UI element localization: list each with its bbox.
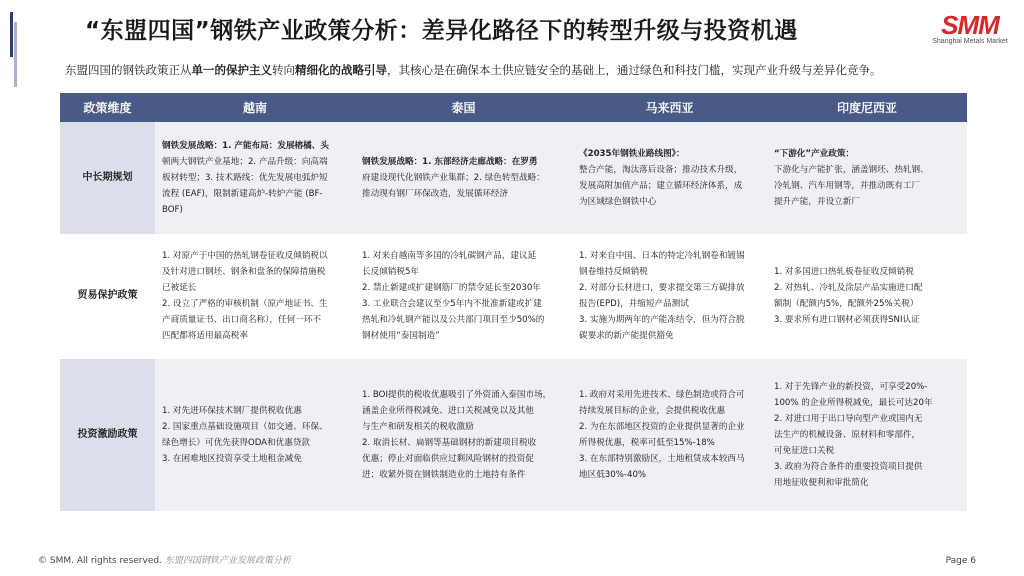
cell-text-line: 报告(EPD)，并缩短产品测试 (579, 299, 689, 309)
header-indonesia: 印度尼西亚 (767, 93, 967, 122)
cell-text-line: 1. 政府对采用先进技术、绿色制造或符合可 (579, 389, 745, 400)
table-row-investment-incentive-policy (60, 358, 967, 511)
logo-subtext: Shanghai Metals Market (932, 38, 1008, 45)
cell-malaysia (572, 234, 767, 358)
header-vietnam: 越南 (155, 93, 355, 122)
cell-text-line: 1. 对来自越南等多国的冷轧碳钢产品，建议延 (362, 251, 537, 261)
cell-thailand (355, 358, 572, 511)
cell-text-line: 钢材使用“泰国制造” (362, 331, 440, 341)
policy-table (60, 93, 967, 512)
subtitle-emphasis: 精细化的战略引导 (295, 63, 387, 77)
smm-logo (930, 12, 1010, 45)
table-row-trade-protection-policy (60, 234, 967, 358)
accent-bar-dark (10, 12, 13, 57)
cell-text-line: 钢铁发展战略：1. 产能布局：发展榕橘、头 (162, 140, 329, 151)
row-dimension-label: 投资激励政策 (60, 358, 155, 511)
cell-text-line: 碳要求的新产能提供豁免 (579, 331, 674, 341)
cell-text-line: 2. 对部分长材进口，要求提交第三方碳排放 (579, 283, 745, 293)
footer (38, 553, 291, 566)
cell-text-line: 绿色增长）可优先获得ODA和优惠贷款 (162, 437, 311, 448)
cell-text-line: 3. 实施为期两年的产能冻结令，但为符合脱 (579, 315, 745, 325)
cell-text-line: 2. 为在东部地区投资的企业提供显著的企业 (579, 421, 745, 432)
cell-text-line: 已被延长 (162, 283, 197, 293)
cell-text-line: 整合产能，淘汰落后设备；推动技术升级， (579, 164, 743, 175)
cell-text-line: 钢铁发展战略：1. 东部经济走廊战略：在罗勇 (362, 156, 538, 167)
cell-text-line: 府建设现代化钢铁产业集群；2. 绿色转型战略： (362, 172, 545, 183)
cell-text-line: 板材转型；3. 技术路线：优先发展电弧炉短 (162, 172, 328, 183)
cell-text-line: BOF) (162, 204, 183, 215)
cell-text-line: 进；收紧外资在钢铁制造业的土地持有条件 (362, 469, 526, 480)
subtitle-emphasis: 单一的保护主义 (191, 63, 272, 77)
cell-text-line: 2. 设立了严格的审核机制（原产地证书、生 (162, 299, 328, 309)
cell-text-line: 2. 禁止新建或扩建钢筋厂的禁令延长至2030年 (362, 283, 541, 293)
cell-text-line: 优惠；停止对面临供应过剩风险钢材的投资促 (362, 453, 534, 464)
copyright-text: © SMM. All rights reserved. (38, 556, 162, 566)
cell-vietnam (155, 234, 355, 358)
subtitle-part: 东盟四国的钢铁政策正从 (65, 63, 192, 77)
cell-text-line: 1. 对多国进口热轧板卷征收反倾销税 (774, 267, 914, 277)
cell-text-line: 1. 对来自中国、日本的特定冷轧钢卷和镀锡 (579, 251, 745, 261)
cell-text-line: 提升产能，并设立新厂 (774, 196, 860, 207)
document-name: 东盟四国钢铁产业发展政策分析 (164, 556, 291, 566)
cell-malaysia (572, 122, 767, 234)
cell-thailand (355, 122, 572, 234)
cell-text-line: 及针对进口钢坯、钢条和盘条的保障措施税 (162, 267, 326, 277)
cell-indonesia (767, 122, 967, 234)
cell-text-line: 额制（配额内5%，配额外25%关税） (774, 299, 919, 309)
cell-text-line: 3. 在东部特别激励区，土地租赁成本较西马 (579, 453, 745, 464)
header-malaysia: 马来西亚 (572, 93, 767, 122)
cell-text-line: 钢卷维持反倾销税 (579, 267, 648, 277)
cell-text-line: 3. 在困难地区投资享受土地租金减免 (162, 453, 302, 464)
cell-text-line: 涵盖企业所得税减免、进口关税减免以及其他 (362, 405, 534, 416)
cell-text-line: 《2035年钢铁业路线图》： (579, 148, 685, 159)
cell-text-line: 2. 对热轧、冷轧及涂层产品实施进口配 (774, 283, 923, 293)
cell-malaysia (572, 358, 767, 511)
cell-text-line: 发展高附加值产品；建立循环经济体系，成 (579, 180, 743, 191)
cell-indonesia (767, 358, 967, 511)
cell-text-line: 1. BOI提供的税收优惠吸引了外资涌入泰国市场， (362, 389, 552, 400)
row-dimension-label: 贸易保护政策 (60, 234, 155, 358)
cell-text-line: 1. 对于先锋产业的新投资，可享受20%- (774, 381, 928, 392)
cell-text-line: 100% 的企业所得税减免，最长可达20年 (774, 397, 933, 408)
cell-vietnam (155, 122, 355, 234)
cell-text-line: “下游化”产业政策： (774, 148, 855, 159)
cell-text-line: 产商质量证书、出口商名称），任何一环不 (162, 315, 321, 325)
page-title: “东盟四国”钢铁产业政策分析：差异化路径下的转型升级与投资机遇 (85, 18, 798, 44)
header-policy-dimension: 政策维度 (60, 93, 155, 122)
accent-bar-light (14, 22, 17, 87)
cell-text-line: 3. 政府为符合条件的重要投资项目提供 (774, 461, 923, 472)
cell-text-line: 法生产的机械设备、原材料和零部件， (774, 429, 921, 440)
cell-text-line: 可免征进口关税 (774, 445, 835, 456)
title-accent-bars (10, 12, 18, 87)
cell-text-line: 地区低30%-40% (579, 469, 647, 480)
cell-text-line: 冷轧钢、汽车用钢等，并推动既有工厂 (774, 180, 921, 191)
cell-indonesia (767, 234, 967, 358)
cell-text-line: 所得税优惠，税率可低至15%-18% (579, 437, 715, 448)
cell-text-line: 匹配都将适用最高税率 (162, 331, 248, 341)
cell-text-line: 2. 取消长材、扁钢等基础钢材的新建项目税收 (362, 437, 537, 448)
cell-text-line: 顿两大钢铁产业基地；2. 产品升级：向高端 (162, 156, 328, 167)
cell-text-line: 与生产和研发相关的税收激励 (362, 421, 474, 432)
cell-text-line: 长反倾销税5年 (362, 267, 420, 277)
row-dimension-label: 中长期规划 (60, 122, 155, 234)
cell-text-line: 2. 国家重点基础设施项目（如交通、环保、 (162, 421, 328, 432)
table-header-row (60, 93, 967, 122)
cell-text-line: 3. 工业联合会建议至少5年内不批准新建或扩建 (362, 299, 542, 309)
cell-text-line: 推动现有钢厂环保改造，发展循环经济 (362, 188, 509, 199)
cell-thailand (355, 234, 572, 358)
cell-text-line: 1. 对先进环保技术钢厂提供税收优惠 (162, 405, 302, 416)
cell-text-line: 1. 对原产于中国的热轧钢卷征收反倾销税以 (162, 251, 328, 261)
cell-text-line: 为区域绿色钢铁中心 (579, 196, 657, 207)
header-thailand: 泰国 (355, 93, 572, 122)
table-row-medium-long-term-planning (60, 122, 967, 234)
cell-text-line: 下游化与产能扩张，涵盖钢坯、热轧钢、 (774, 164, 929, 175)
subtitle-part: ，其核心是在确保本土供应链安全的基础上，通过绿色和科技门槛，实现产业升级与差异化竞争。 (387, 63, 882, 77)
cell-text-line: 流程 (EAF)，限制新建高炉-转炉产能 (BF- (162, 188, 323, 199)
cell-vietnam (155, 358, 355, 511)
cell-text-line: 热轧和冷轧钢产能以及公共部门项目至少50%的 (362, 315, 545, 325)
logo-mark: SMM (941, 10, 999, 40)
cell-text-line: 3. 要求所有进口钢材必须获得SNI认证 (774, 315, 920, 325)
page-subtitle (65, 62, 975, 78)
subtitle-part: 转向 (272, 63, 295, 77)
cell-text-line: 用地征收便利和审批简化 (774, 477, 869, 488)
cell-text-line: 持续发展目标的企业，会提供税收优惠 (579, 405, 726, 416)
page-number: Page 6 (945, 556, 976, 566)
cell-text-line: 2. 对进口用于出口导向型产业或国内无 (774, 413, 923, 424)
